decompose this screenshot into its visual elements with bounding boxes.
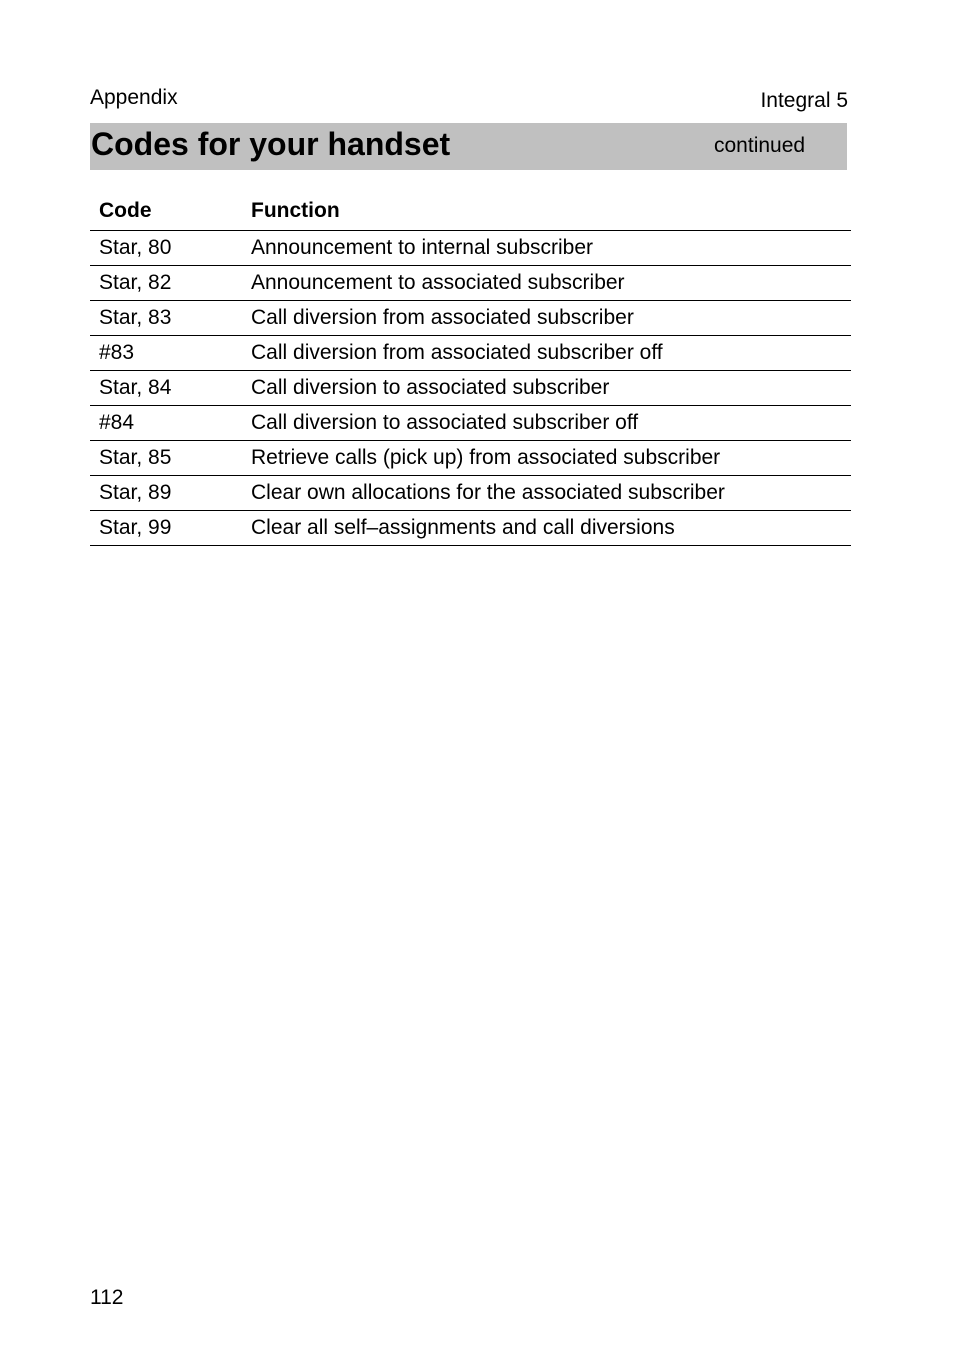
continued-label: continued <box>714 134 806 157</box>
table-row <box>90 406 851 441</box>
codes-table <box>90 192 851 546</box>
table-row <box>90 476 851 511</box>
table-row <box>90 266 851 301</box>
table-row <box>90 371 851 406</box>
function-cell: Clear all self–assignments and call diversions <box>251 511 851 546</box>
table-row <box>90 511 851 546</box>
running-header-section: Appendix <box>90 86 178 109</box>
function-cell: Announcement to internal subscriber <box>251 231 851 266</box>
function-cell: Retrieve calls (pick up) from associated subscriber <box>251 441 851 476</box>
title-bar <box>90 123 847 170</box>
table-row <box>90 231 851 266</box>
code-cell: Star, 80 <box>90 231 251 266</box>
function-cell: Announcement to associated subscriber <box>251 266 851 301</box>
page-number: 112 <box>90 1286 124 1309</box>
table-row <box>90 336 851 371</box>
function-cell: Call diversion to associated subscriber <box>251 371 851 406</box>
running-header-product: Integral 5 <box>760 89 848 112</box>
code-cell: Star, 99 <box>90 511 251 546</box>
column-header-function: Function <box>251 192 851 231</box>
page-title: Codes for your handset <box>91 126 451 162</box>
function-cell: Clear own allocations for the associated subscriber <box>251 476 851 511</box>
code-cell: Star, 89 <box>90 476 251 511</box>
function-cell: Call diversion from associated subscriber <box>251 301 851 336</box>
function-cell: Call diversion to associated subscriber off <box>251 406 851 441</box>
code-cell: Star, 84 <box>90 371 251 406</box>
table-row <box>90 441 851 476</box>
code-cell: Star, 85 <box>90 441 251 476</box>
table-header-row <box>90 192 851 231</box>
code-cell: Star, 82 <box>90 266 251 301</box>
code-cell: #84 <box>90 406 251 441</box>
code-cell: Star, 83 <box>90 301 251 336</box>
table-row <box>90 301 851 336</box>
function-cell: Call diversion from associated subscriber off <box>251 336 851 371</box>
code-cell: #83 <box>90 336 251 371</box>
column-header-code: Code <box>90 192 251 231</box>
